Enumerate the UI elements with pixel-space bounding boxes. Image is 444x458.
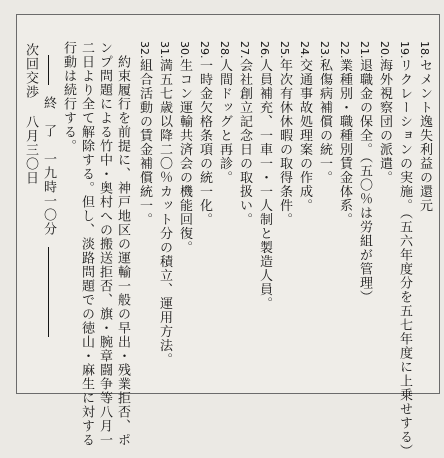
item-number: 28. — [217, 41, 231, 59]
dash-rule — [47, 55, 49, 85]
item-number: 29. — [197, 41, 211, 59]
meeting-end-line — [41, 55, 55, 337]
list-item — [197, 41, 211, 227]
item-number: 25. — [277, 41, 291, 59]
item-number: 32. — [137, 41, 151, 59]
item-text: 生コン運輸共済会の機能回復。 — [177, 59, 192, 255]
item-text: セメント逸失利益の還元 — [417, 59, 432, 213]
item-number: 31. — [157, 41, 171, 59]
paragraph-line: 約束履行を前提に、神戸地区の運輸一般の早出・残業拒否、ポ — [115, 55, 129, 447]
item-text: 一時金欠格条項の統一化。 — [197, 59, 212, 227]
item-text: 人員補充、一車一・一人制と製造人員。 — [257, 59, 272, 311]
item-number: 24. — [297, 41, 311, 59]
item-number: 19. — [397, 41, 411, 59]
next-negotiation — [23, 43, 37, 185]
list-item — [397, 41, 411, 458]
item-text: 年次有休休暇の取得条件。 — [277, 59, 292, 227]
list-item — [137, 41, 151, 227]
item-text: 業種別・職種別賃金体系。 — [337, 59, 352, 227]
item-number: 21. — [357, 41, 371, 59]
item-text: 私傷病補償の統一。 — [317, 59, 332, 185]
next-negotiation-date: 八月三〇日 — [23, 115, 38, 185]
list-item — [277, 41, 291, 227]
item-text: 退職金の保全。（五〇％は労組が管理） — [357, 59, 372, 305]
item-number: 18. — [417, 41, 431, 59]
item-number: 23. — [317, 41, 331, 59]
item-text: 会社創立記念日の取扱い。 — [237, 59, 252, 227]
item-text: リクレーションの実施。（五六年度分を五七年度に上乗せする） — [397, 59, 412, 458]
item-text: 人間ドッグと再診。 — [217, 59, 232, 185]
list-item — [357, 41, 371, 304]
item-text: 交通事故処理案の作成。 — [297, 59, 312, 213]
list-item — [417, 41, 431, 213]
next-negotiation-label: 次回交渉 — [23, 43, 38, 99]
paragraph-line: ンプ問題による竹中・奥村への搬送拒否、旗・腕章闘争等八月一 — [97, 41, 111, 447]
list-item — [217, 41, 231, 185]
item-number: 30. — [177, 41, 191, 59]
item-text: 組合活動の賃金補償統一。 — [137, 59, 152, 227]
item-text: 満五七歳以降二〇％カット分の積立、運用方法。 — [157, 59, 172, 367]
list-item — [257, 41, 271, 311]
item-number: 20. — [377, 41, 391, 59]
list-item — [177, 41, 191, 255]
item-number: 27. — [237, 41, 251, 59]
list-item — [317, 41, 331, 185]
item-number: 26. — [257, 41, 271, 59]
list-item — [157, 41, 171, 367]
list-item — [377, 41, 391, 185]
list-item — [297, 41, 311, 213]
meeting-end-text: 終 了 一九時一〇分 — [41, 96, 56, 236]
item-number: 22. — [337, 41, 351, 59]
list-item — [337, 41, 351, 227]
paragraph-line: 行動は続行する。 — [61, 41, 75, 153]
list-item — [237, 41, 251, 227]
item-text: 海外視察団の派遣。 — [377, 59, 392, 185]
document-frame — [16, 14, 440, 394]
dash-rule — [47, 247, 49, 337]
paragraph-line: 二日より全て解除する。但し、淡路問題での徳山・麻生に対する — [79, 41, 93, 447]
